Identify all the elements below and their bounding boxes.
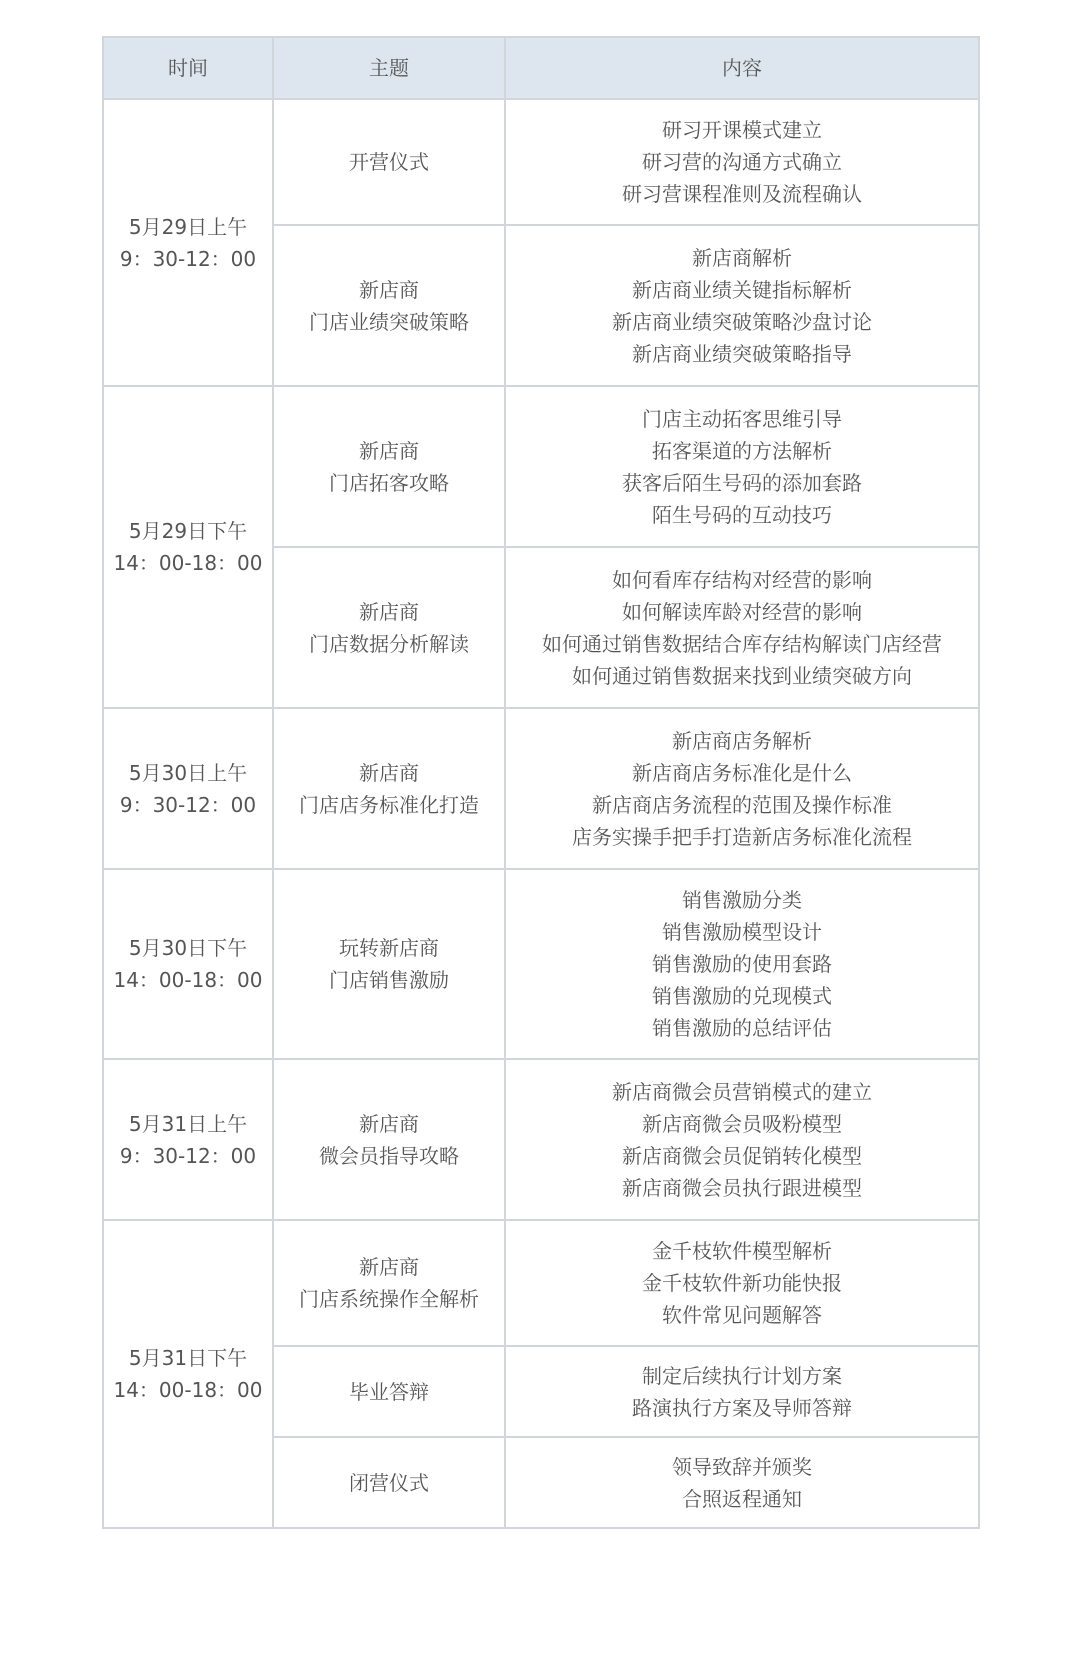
- time-range: 14：00-18：00: [113, 1378, 263, 1402]
- content-line: 新店商微会员促销转化模型: [622, 1143, 862, 1168]
- content-line: 销售激励的总结评估: [652, 1016, 832, 1040]
- content-line: 新店商业绩突破策略沙盘讨论: [612, 309, 872, 334]
- time-range: 14：00-18：00: [113, 551, 263, 575]
- content-line: 研习开课模式建立: [662, 118, 822, 142]
- topic-line: 新店商: [359, 1111, 419, 1136]
- topic-line: 新店商: [359, 760, 419, 785]
- content-cell: [505, 225, 979, 386]
- time-range: 9：30-12：00: [119, 246, 257, 271]
- content-line: 新店商店务标准化是什么: [632, 760, 852, 785]
- content-line: 研习营的沟通方式确立: [642, 150, 842, 174]
- header-topic: 主题: [273, 37, 505, 99]
- topic-cell: [273, 1220, 505, 1346]
- content-line: 如何通过销售数据结合库存结构解读门店经营: [542, 631, 942, 656]
- table-row: [103, 386, 979, 547]
- content-line: 销售激励分类: [682, 888, 802, 912]
- content-line: 店务实操手把手打造新店务标准化流程: [572, 824, 912, 849]
- content-line: 门店主动拓客思维引导: [642, 406, 842, 431]
- content-line: 销售激励的使用套路: [652, 952, 832, 976]
- content-cell: [505, 99, 979, 225]
- content-line: 销售激励模型设计: [662, 920, 822, 944]
- topic-line: 门店店务标准化打造: [299, 792, 479, 817]
- content-line: 路演执行方案及导师答辩: [632, 1395, 852, 1420]
- time-cell: [103, 1220, 273, 1528]
- time-range: 14：00-18：00: [113, 968, 263, 992]
- topic-cell: [273, 99, 505, 225]
- topic-cell: [273, 386, 505, 547]
- time-date: 5月29日下午: [128, 519, 248, 543]
- time-date: 5月29日上午: [128, 214, 248, 239]
- table-row: [103, 1059, 979, 1220]
- time-date: 5月31日上午: [128, 1111, 248, 1136]
- topic-line: 门店业绩突破策略: [309, 309, 469, 334]
- content-line: 研习营课程准则及流程确认: [622, 182, 862, 206]
- content-cell: [505, 1346, 979, 1437]
- content-line: 陌生号码的互动技巧: [652, 502, 832, 527]
- content-line: 新店商解析: [692, 245, 792, 270]
- topic-cell: [273, 1346, 505, 1437]
- table-row: [103, 99, 979, 225]
- topic-line: 新店商: [359, 438, 419, 463]
- topic-line: 开营仪式: [349, 150, 429, 174]
- topic-line: 玩转新店商: [339, 936, 439, 960]
- topic-cell: [273, 547, 505, 708]
- time-date: 5月31日下午: [128, 1346, 248, 1370]
- content-cell: [505, 1437, 979, 1528]
- content-line: 领导致辞并颁奖: [672, 1454, 812, 1479]
- content-cell: [505, 1220, 979, 1346]
- topic-line: 新店商: [359, 277, 419, 302]
- content-line: 新店商微会员营销模式的建立: [612, 1079, 872, 1104]
- topic-line: 门店系统操作全解析: [299, 1287, 479, 1311]
- topic-line: 毕业答辩: [349, 1379, 429, 1404]
- time-date: 5月30日下午: [128, 936, 248, 960]
- table-row: [103, 1220, 979, 1346]
- time-cell: [103, 708, 273, 869]
- topic-line: 门店拓客攻略: [329, 470, 449, 495]
- topic-line: 门店数据分析解读: [309, 631, 469, 656]
- time-cell: [103, 386, 273, 708]
- content-line: 销售激励的兑现模式: [652, 984, 832, 1008]
- content-line: 合照返程通知: [682, 1486, 802, 1511]
- topic-line: 新店商: [359, 599, 419, 624]
- topic-line: 微会员指导攻略: [319, 1143, 459, 1168]
- topic-cell: [273, 1059, 505, 1220]
- content-cell: [505, 386, 979, 547]
- content-line: 新店商微会员执行跟进模型: [622, 1175, 862, 1200]
- time-cell: [103, 1059, 273, 1220]
- content-line: 新店商业绩关键指标解析: [632, 277, 852, 302]
- content-line: 软件常见问题解答: [662, 1303, 822, 1327]
- content-line: 如何解读库龄对经营的影响: [622, 599, 862, 624]
- topic-cell: [273, 225, 505, 386]
- content-line: 金千枝软件模型解析: [652, 1239, 832, 1263]
- table-row: [103, 708, 979, 869]
- content-line: 如何看库存结构对经营的影响: [612, 567, 872, 592]
- content-line: 制定后续执行计划方案: [642, 1363, 842, 1388]
- topic-cell: [273, 869, 505, 1059]
- content-cell: [505, 547, 979, 708]
- time-range: 9：30-12：00: [119, 1143, 257, 1168]
- topic-line: 闭营仪式: [349, 1470, 429, 1495]
- content-line: 新店商店务解析: [672, 728, 812, 753]
- content-line: 新店商微会员吸粉模型: [642, 1111, 842, 1136]
- header-row: [103, 37, 979, 99]
- time-range: 9：30-12：00: [119, 792, 257, 817]
- time-cell: [103, 869, 273, 1059]
- table-row: [103, 869, 979, 1059]
- time-date: 5月30日上午: [128, 760, 248, 785]
- header-content: 内容: [505, 37, 979, 99]
- content-line: 获客后陌生号码的添加套路: [622, 470, 862, 495]
- topic-cell: [273, 708, 505, 869]
- content-cell: [505, 869, 979, 1059]
- topic-line: 门店销售激励: [329, 968, 449, 992]
- content-line: 拓客渠道的方法解析: [652, 438, 832, 463]
- content-line: 新店商店务流程的范围及操作标准: [592, 792, 892, 817]
- content-line: 金千枝软件新功能快报: [642, 1271, 842, 1295]
- content-line: 如何通过销售数据来找到业绩突破方向: [572, 663, 912, 688]
- topic-cell: [273, 1437, 505, 1528]
- time-cell: [103, 99, 273, 386]
- content-cell: [505, 1059, 979, 1220]
- header-time: 时间: [103, 37, 273, 99]
- content-line: 新店商业绩突破策略指导: [632, 341, 852, 366]
- content-cell: [505, 708, 979, 869]
- topic-line: 新店商: [359, 1255, 419, 1279]
- schedule-table: [102, 36, 980, 1529]
